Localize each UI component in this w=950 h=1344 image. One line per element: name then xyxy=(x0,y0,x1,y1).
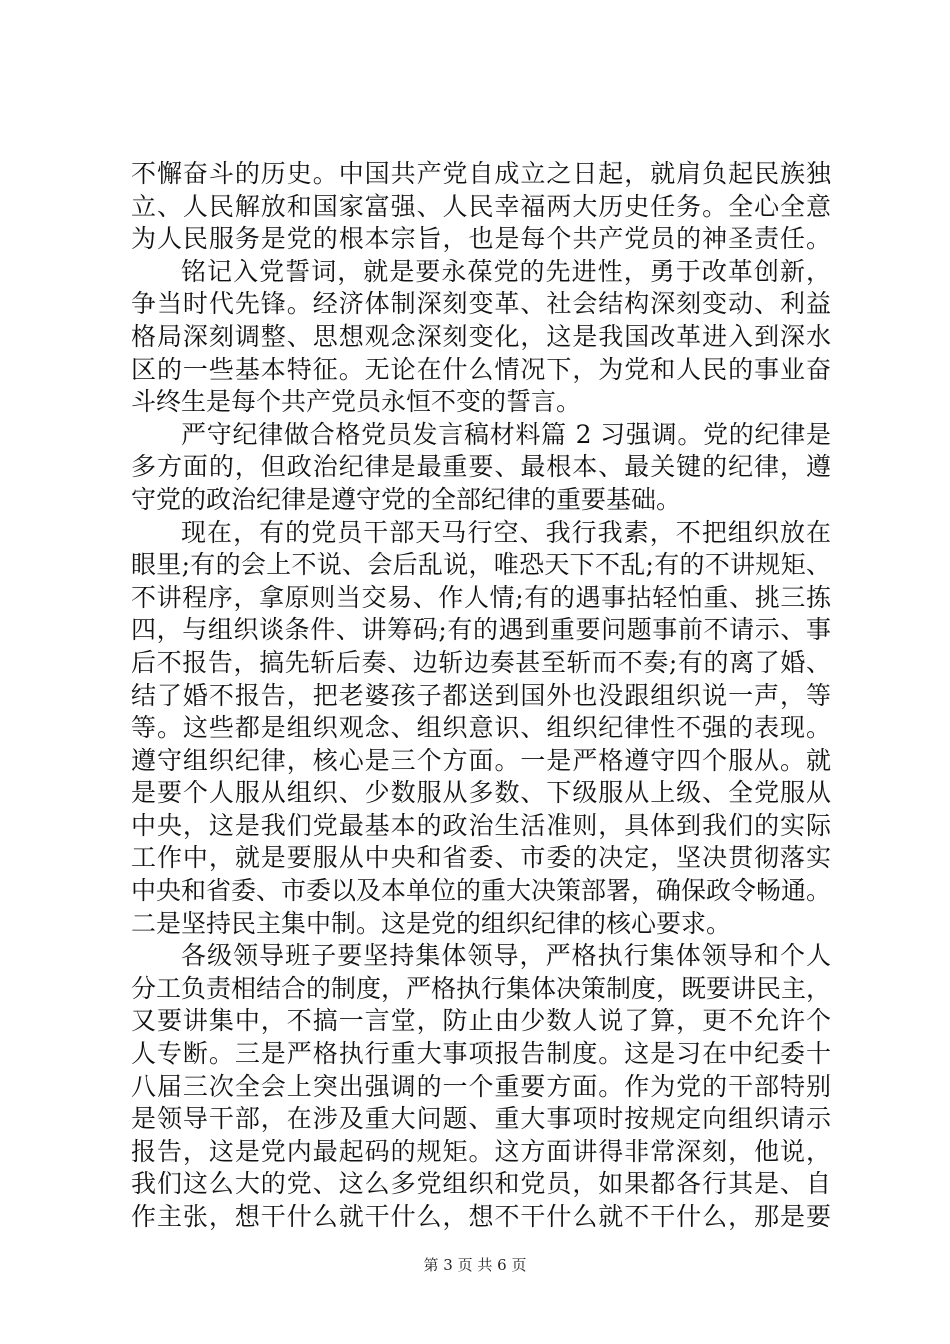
text-line: 工作中，就是要服从中央和省委、市委的决定，坚决贯彻落实 xyxy=(131,843,831,873)
text-line: 八届三次全会上突出强调的一个重要方面。作为党的干部特别 xyxy=(131,1071,831,1101)
text-line: 后不报告，搞先斩后奏、边斩边奏甚至斩而不奏;有的离了婚、 xyxy=(131,647,831,677)
text-line: 争当时代先锋。经济体制深刻变革、社会结构深刻变动、利益 xyxy=(131,289,831,319)
text-line: 各级领导班子要坚持集体领导，严格执行集体领导和个人 xyxy=(181,941,831,971)
text-line: 分工负责相结合的制度，严格执行集体决策制度，既要讲民主， xyxy=(131,973,832,1003)
text-line: 中央和省委、市委以及本单位的重大决策部署，确保政令畅通。 xyxy=(131,876,832,906)
text-line: 等。这些都是组织观念、组织意识、组织纪律性不强的表现。 xyxy=(131,713,831,743)
text-line: 眼里;有的会上不说、会后乱说，唯恐天下不乱;有的不讲规矩、 xyxy=(131,550,831,580)
text-line: 人专断。三是严格执行重大事项报告制度。这是习在中纪委十 xyxy=(131,1039,831,1069)
text-line: 结了婚不报告，把老婆孩子都送到国外也没跟组织说一声，等 xyxy=(131,680,831,710)
document-body xyxy=(131,158,831,1234)
text-line: 区的一些基本特征。无论在什么情况下，为党和人民的事业奋 xyxy=(131,354,831,384)
page-footer: 第 3 页 共 6 页 xyxy=(423,1256,527,1274)
text-line: 又要讲集中，不搞一言堂，防止由少数人说了算，更不允许个 xyxy=(131,1006,831,1036)
text-line: 严守纪律做合格党员发言稿材料篇 2 习强调。党的纪律是 xyxy=(181,419,831,449)
text-line: 是领导干部，在涉及重大问题、重大事项时按规定向组织请示 xyxy=(131,1104,831,1134)
text-line: 斗终生是每个共产党员永恒不变的誓言。 xyxy=(131,387,582,417)
text-line: 铭记入党誓词，就是要永葆党的先进性，勇于改革创新， xyxy=(181,256,831,286)
text-line: 作主张，想干什么就干什么，想不干什么就不干什么，那是要 xyxy=(131,1202,831,1231)
text-line: 守党的政治纪律是遵守党的全部纪律的重要基础。 xyxy=(131,484,682,514)
text-line: 为人民服务是党的根本宗旨，也是每个共产党员的神圣责任。 xyxy=(131,224,831,254)
text-line: 中央，这是我们党最基本的政治生活准则，具体到我们的实际 xyxy=(131,810,831,840)
text-line: 二是坚持民主集中制。这是党的组织纪律的核心要求。 xyxy=(131,908,732,938)
text-line: 不讲程序，拿原则当交易、作人情;有的遇事拈轻怕重、挑三拣 xyxy=(131,582,831,612)
text-line: 立、人民解放和国家富强、人民幸福两大历史任务。全心全意 xyxy=(131,191,831,221)
text-line: 报告，这是党内最起码的规矩。这方面讲得非常深刻，他说， xyxy=(131,1136,831,1166)
text-line: 四，与组织谈条件、讲筹码;有的遇到重要问题事前不请示、事 xyxy=(131,615,831,645)
text-line: 是要个人服从组织、少数服从多数、下级服从上级、全党服从 xyxy=(131,778,831,808)
text-line: 格局深刻调整、思想观念深刻变化，这是我国改革进入到深水 xyxy=(131,321,831,351)
text-line: 遵守组织纪律，核心是三个方面。一是严格遵守四个服从。就 xyxy=(131,745,831,775)
text-line: 我们这么大的党、这么多党组织和党员，如果都各行其是、自 xyxy=(131,1169,831,1199)
text-line: 多方面的，但政治纪律是最重要、最根本、最关键的纪律，遵 xyxy=(131,452,831,482)
text-line: 不懈奋斗的历史。中国共产党自成立之日起，就肩负起民族独 xyxy=(131,159,831,188)
text-line: 现在，有的党员干部天马行空、我行我素，不把组织放在 xyxy=(181,517,831,547)
